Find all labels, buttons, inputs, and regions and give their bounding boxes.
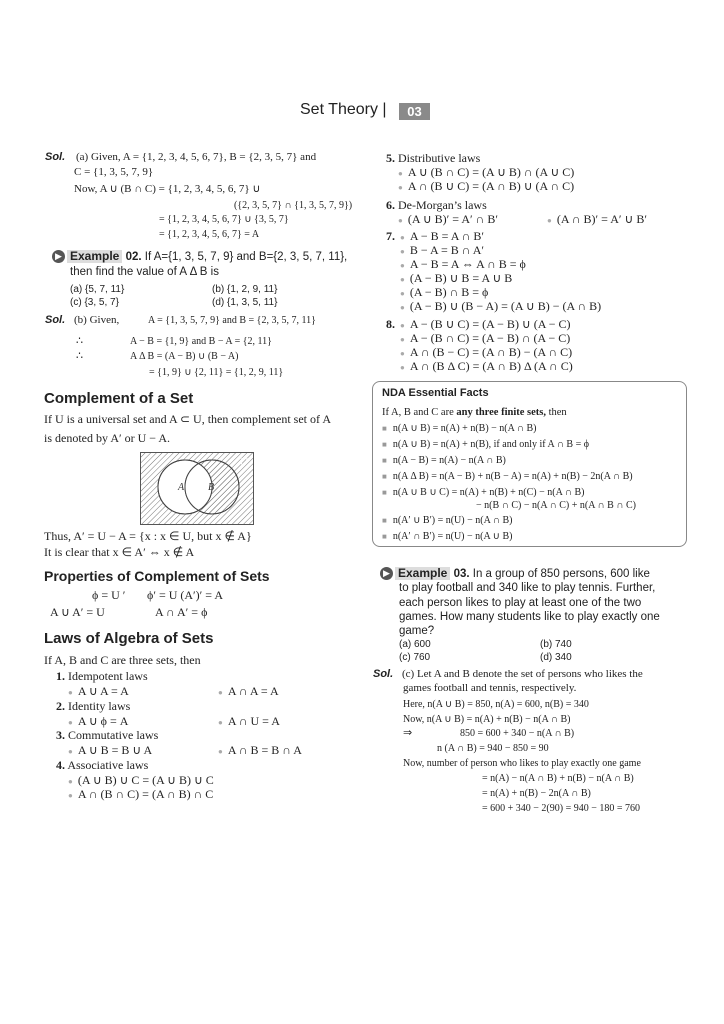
example-question-line3: each person likes to play at least one of the two: [399, 597, 642, 609]
complement-thus: Thus, A′ = U − A = {x : x ∈ U, but x ∉ A}: [44, 529, 252, 543]
example-number: 02.: [125, 251, 142, 263]
sol3-line7: Now, number of person who likes to play exactly one game: [403, 758, 641, 769]
law-formula: A − B = A ∩ B′: [409, 229, 485, 243]
law-number: 7.: [386, 229, 395, 243]
sol3-line8: = n(A) − n(A ∩ B) + n(B) − n(A ∩ B): [482, 773, 634, 784]
nda-fact: n(A ∪ B ∪ C) = n(A) + n(B) + n(C) − n(A ∩ B): [392, 487, 585, 498]
property-3: A ∪ A′ = U: [50, 605, 105, 619]
law-title: Distributive laws: [398, 151, 481, 165]
law-formula: A − (B ∪ C) = (A − B) ∪ (A − C): [409, 317, 571, 331]
property-2: ϕ′ = U (A′)′ = A: [147, 588, 224, 602]
example-tag: Example: [395, 567, 450, 580]
example-question-line2: then find the value of A Δ B is: [70, 266, 219, 278]
play-arrow-icon: ▶: [52, 250, 65, 263]
law-formula: B − A = B ∩ A′: [409, 243, 485, 257]
law-title: De-Morgan’s laws: [398, 198, 487, 212]
sol2-line3: A Δ B = (A − B) ∪ (B − A): [130, 351, 239, 362]
sol1-line6: = {1, 2, 3, 4, 5, 6, 7} = A: [159, 229, 260, 240]
sol3-line5: 850 = 600 + 340 − n(A ∩ B): [460, 728, 575, 739]
law-number: 5.: [386, 151, 395, 165]
venn-label-u: U: [240, 457, 248, 468]
chapter-title: Set Theory |: [300, 101, 387, 118]
option-d: (d) 340: [540, 652, 572, 663]
nda-fact: n(A′ ∪ B′) = n(U) − n(A ∩ B): [392, 515, 513, 526]
section-heading: Properties of Complement of Sets: [44, 568, 270, 584]
sol3-line2: games football and tennis, respectively.: [403, 682, 577, 694]
option-b: (b) {1, 2, 9, 11}: [212, 284, 278, 295]
complement-text-1: If U is a universal set and A ⊂ U, then complement set of A: [44, 412, 331, 426]
law-formula: A ∪ A = A: [77, 684, 129, 698]
law-formula: A − (B ∩ C) = (A − B) ∩ (A − C): [409, 331, 571, 345]
sol3-line3: Here, n(A ∪ B) = 850, n(A) = 600, n(B) = 340: [403, 699, 589, 710]
law-formula: A ∩ (B ∩ C) = (A ∩ B) ∩ C: [77, 787, 214, 801]
nda-fact: n(A ∪ B) = n(A) + n(B), if and only if A ∩ B = ϕ: [392, 439, 590, 450]
law-formula: A ∪ (B ∩ C) = (A ∪ B) ∩ (A ∪ C): [407, 165, 575, 179]
chapter-number-badge: 03: [399, 103, 430, 120]
law-formula: A − B = A ⇔ A ∩ B = ϕ: [409, 257, 526, 271]
venn-diagram: [140, 452, 254, 525]
law-number: 4.: [56, 758, 65, 772]
sol1-line4: ({2, 3, 5, 7} ∩ {1, 3, 5, 7, 9}): [234, 200, 353, 211]
nda-fact: n(A Δ B) = n(A − B) + n(B − A) = n(A) + n(B) − 2n(A ∩ B): [392, 471, 633, 482]
section-heading: Complement of a Set: [44, 390, 194, 407]
law-number: 3.: [56, 728, 65, 742]
nda-fact-continued: − n(B ∩ C) − n(A ∩ C) + n(A ∩ B ∩ C): [476, 500, 636, 511]
sol2-line1a: (b) Given,: [74, 314, 120, 326]
law-formula: (A − B) ∪ B = A ∪ B: [409, 271, 513, 285]
sol2-line1b: A = {1, 3, 5, 7, 9} and B = {2, 3, 5, 7, 11}: [148, 315, 316, 326]
law-formula: A ∩ (B − C) = (A ∩ B) − (A ∩ C): [409, 345, 573, 359]
example-question-line5: game?: [399, 625, 435, 637]
implies-symbol: ⇒: [403, 727, 413, 739]
law-title: Associative laws: [67, 758, 149, 772]
complement-text-2: is denoted by A′ or U − A.: [44, 431, 171, 445]
law-title: Idempotent laws: [68, 669, 148, 683]
option-d: (d) {1, 3, 5, 11}: [212, 297, 278, 308]
law-formula: A ∩ (B Δ C) = (A ∩ B) Δ (A ∩ C): [409, 359, 573, 373]
complement-clear: It is clear that x ∈ A′ ⇔ x ∉ A: [44, 545, 195, 559]
nda-facts-title: NDA Essential Facts: [382, 387, 489, 399]
play-arrow-icon: ▶: [380, 567, 393, 580]
nda-fact: n(A′ ∩ B′) = n(U) − n(A ∪ B): [392, 531, 513, 542]
sol3-line6: n (A ∩ B) = 940 − 850 = 90: [437, 743, 549, 754]
sol3-line1: (c) Let A and B denote the set of persons who likes the: [402, 668, 643, 680]
option-a: (a) {5, 7, 11}: [70, 284, 125, 295]
option-b: (b) 740: [540, 639, 572, 650]
law-formula: (A ∪ B) ∪ C = (A ∪ B) ∪ C: [77, 773, 214, 787]
sol-label: Sol.: [45, 314, 66, 326]
venn-label-b: B: [208, 482, 215, 493]
property-1: ϕ = U ′: [92, 588, 126, 602]
example-question-line2: to play football and 340 like to play tennis. Further,: [399, 582, 656, 594]
law-formula: A ∩ (B ∪ C) = (A ∩ B) ∪ (A ∩ C): [407, 179, 575, 193]
sol-label: Sol.: [373, 668, 394, 680]
example-question-line1: If A={1, 3, 5, 7, 9} and B={2, 3, 5, 7, 11},: [144, 251, 348, 263]
law-formula: (A ∩ B)′ = A′ ∪ B′: [556, 212, 647, 226]
example-number: 03.: [453, 568, 470, 580]
example-question-line1: In a group of 850 persons, 600 like: [472, 568, 650, 580]
section-heading: Laws of Algebra of Sets: [44, 630, 214, 647]
law-formula: A ∩ A = A: [227, 684, 279, 698]
law-formula: (A − B) ∪ (B − A) = (A ∪ B) − (A ∩ B): [409, 299, 602, 313]
sol1-line5: = {1, 2, 3, 4, 5, 6, 7} ∪ {3, 5, 7}: [159, 214, 289, 225]
sol3-line9: = n(A) + n(B) − 2n(A ∩ B): [482, 788, 591, 799]
sol-label: Sol.: [45, 151, 66, 163]
law-number: 8.: [386, 317, 395, 331]
sol2-line4: = {1, 9} ∪ {2, 11} = {1, 2, 9, 11}: [149, 367, 284, 378]
nda-fact: n(A ∪ B) = n(A) + n(B) − n(A ∩ B): [392, 423, 537, 434]
law-formula: A ∪ B = B ∪ A: [77, 743, 153, 757]
nda-fact: n(A − B) = n(A) − n(A ∩ B): [392, 455, 506, 466]
sol3-line4: Now, n(A ∪ B) = n(A) + n(B) − n(A ∩ B): [403, 714, 571, 725]
example-tag: Example: [67, 250, 122, 263]
law-formula: A ∩ B = B ∩ A: [227, 743, 302, 757]
law-formula: (A − B) ∩ B = ϕ: [409, 285, 489, 299]
law-title: Commutative laws: [68, 728, 159, 742]
sol1-line2: C = {1, 3, 5, 7, 9}: [74, 166, 154, 178]
law-number: 1.: [56, 669, 65, 683]
option-c: (c) 760: [399, 652, 431, 663]
law-formula: A ∪ ϕ = A: [77, 714, 129, 728]
law-number: 2.: [56, 699, 65, 713]
law-formula: (A ∪ B)′ = A′ ∩ B′: [407, 212, 498, 226]
option-a: (a) 600: [399, 639, 431, 650]
option-c: (c) {3, 5, 7}: [70, 297, 119, 308]
law-number: 6.: [386, 198, 395, 212]
venn-label-a: A: [178, 482, 185, 493]
sol1-line1: (a) Given, A = {1, 2, 3, 4, 5, 6, 7}, B = {2, 3, 5, 7} and: [76, 151, 317, 163]
law-title: Identity laws: [68, 699, 131, 713]
law-formula: A ∩ U = A: [227, 714, 280, 728]
sol1-line3: Now, A ∪ (B ∩ C) = {1, 2, 3, 4, 5, 6, 7} ∪: [74, 183, 261, 195]
sol3-line10: = 600 + 340 − 2(90) = 940 − 180 = 760: [482, 803, 640, 814]
therefore-symbol: ∴: [76, 335, 83, 347]
laws-intro: If A, B and C are three sets, then: [44, 653, 201, 667]
sol2-line2: A − B = {1, 9} and B − A = {2, 11}: [130, 336, 272, 347]
therefore-symbol: ∴: [76, 350, 83, 362]
property-4: A ∩ A′ = ϕ: [155, 605, 208, 619]
example-question-line4: games. How many students like to play exactly one: [399, 611, 660, 623]
nda-intro: If A, B and C are any three finite sets, then: [382, 407, 567, 418]
